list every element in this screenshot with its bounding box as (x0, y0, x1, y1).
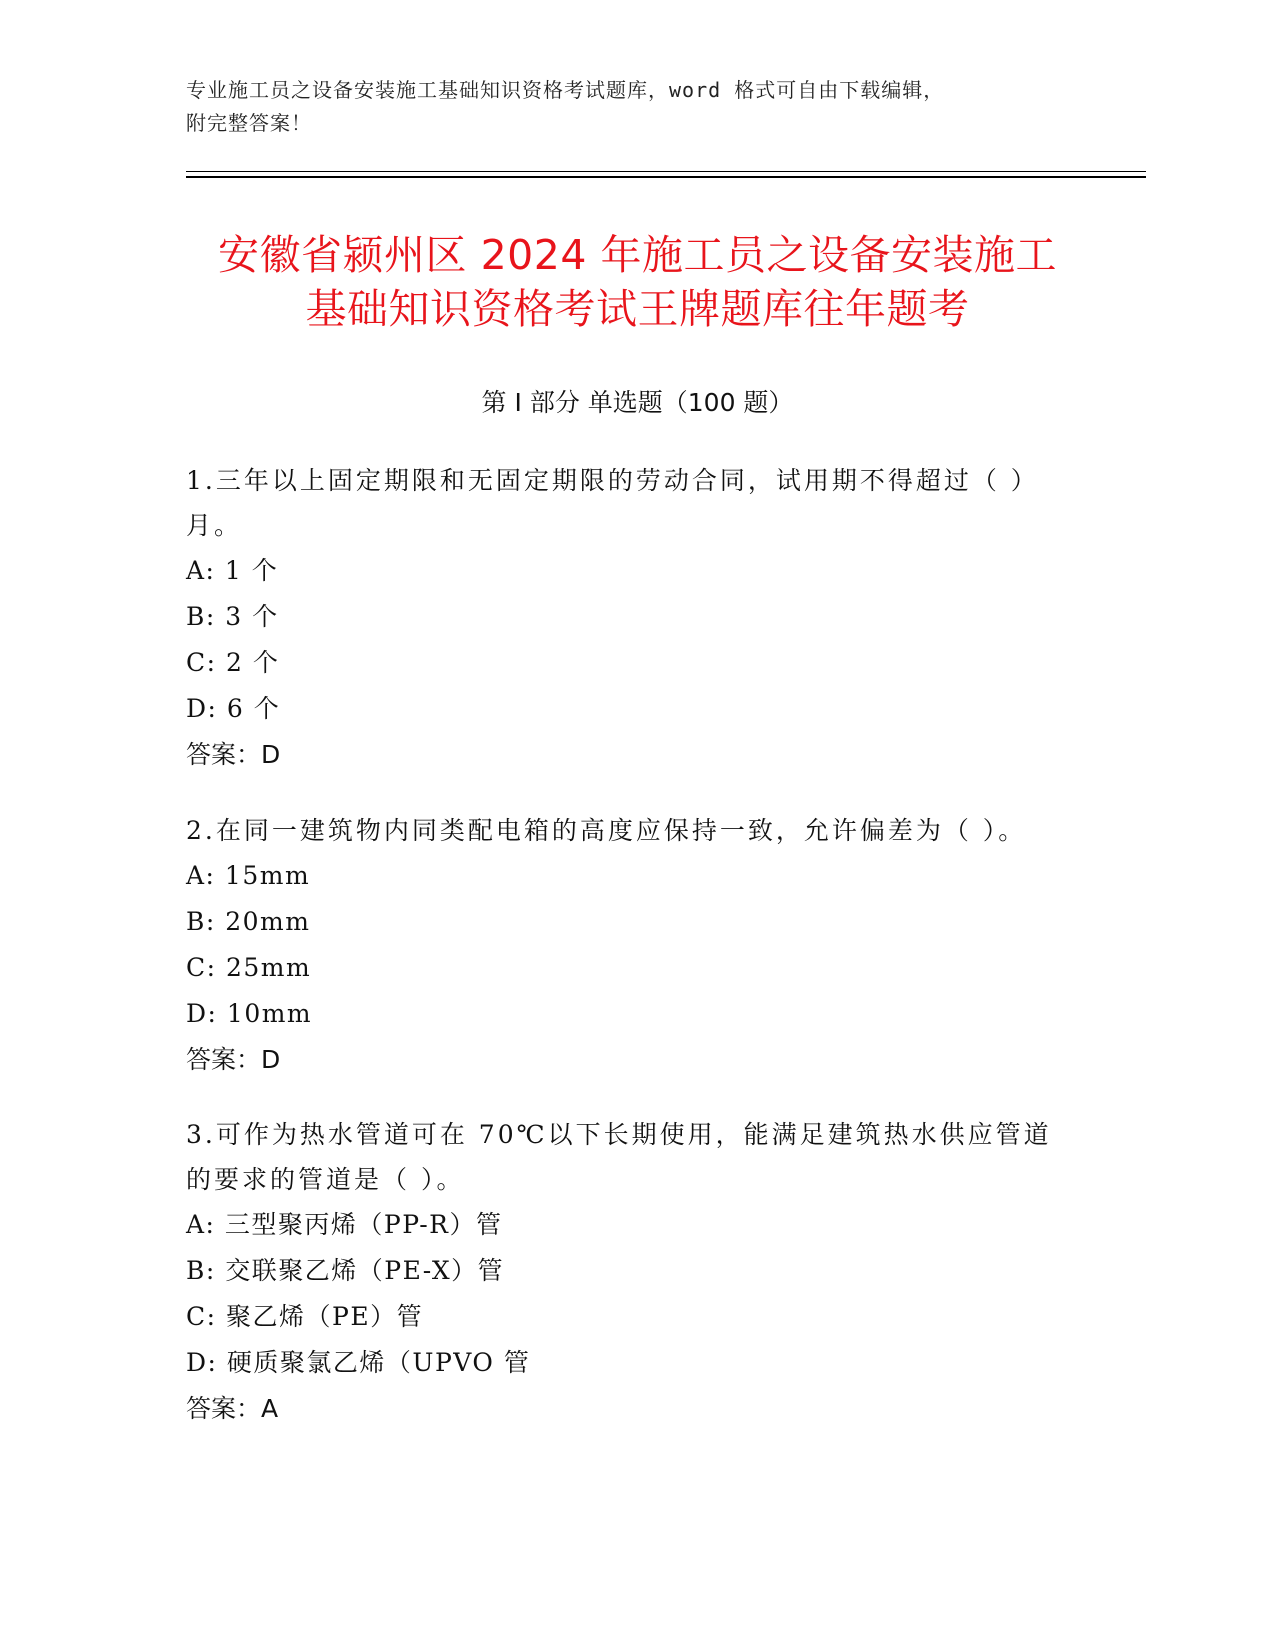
document-title (120, 228, 1155, 336)
option-b: B: 3 个 (186, 602, 279, 631)
option-d: D: 硬质聚氯乙烯（UPVO 管 (186, 1348, 531, 1377)
section-heading: 第 I 部分 单选题（100 题） (481, 388, 794, 417)
answer: 答案：D (186, 1045, 281, 1074)
option-a: A: 1 个 (186, 556, 279, 585)
question-text-line-2: 的要求的管道是（ ）。 (186, 1165, 465, 1194)
answer: 答案：D (186, 740, 281, 769)
title-line-1: 安徽省颍州区 2024 年施工员之设备安装施工 (218, 231, 1057, 279)
question-text-line-1: 3.可作为热水管道可在 70℃以下长期使用，能满足建筑热水供应管道 (186, 1120, 1052, 1149)
option-b: B: 20mm (186, 907, 311, 936)
answer: 答案：A (186, 1394, 279, 1423)
option-d: D: 6 个 (186, 694, 281, 723)
option-c: C: 2 个 (186, 648, 280, 677)
header-note-line-2: 附完整答案！ (186, 111, 312, 135)
question-3 (186, 1112, 1086, 1432)
header-divider-thin (186, 171, 1146, 172)
question-text-line-1: 1.三年以上固定期限和无固定期限的劳动合同，试用期不得超过（ ） (186, 466, 1039, 495)
question-text (186, 1112, 1086, 1202)
option-b: B: 交联聚乙烯（PE-X）管 (186, 1256, 505, 1285)
option-c: C: 聚乙烯（PE）管 (186, 1302, 424, 1331)
question-text (186, 458, 1086, 548)
option-a: A: 15mm (186, 861, 311, 890)
header-note (186, 74, 1086, 140)
question-1 (186, 458, 1086, 778)
question-text-line-1: 2.在同一建筑物内同类配电箱的高度应保持一致，允许偏差为（ ）。 (186, 816, 1027, 845)
question-2 (186, 808, 1086, 1083)
question-text (186, 808, 1086, 853)
option-a: A: 三型聚丙烯（PP-R）管 (186, 1210, 503, 1239)
header-divider-thick (186, 176, 1146, 178)
option-c: C: 25mm (186, 953, 312, 982)
title-line-2: 基础知识资格考试王牌题库往年题考 (305, 285, 970, 333)
question-text-line-2: 月。 (186, 511, 243, 540)
option-d: D: 10mm (186, 999, 313, 1028)
header-note-line-1: 专业施工员之设备安装施工基础知识资格考试题库，word 格式可自由下载编辑， (186, 78, 945, 102)
